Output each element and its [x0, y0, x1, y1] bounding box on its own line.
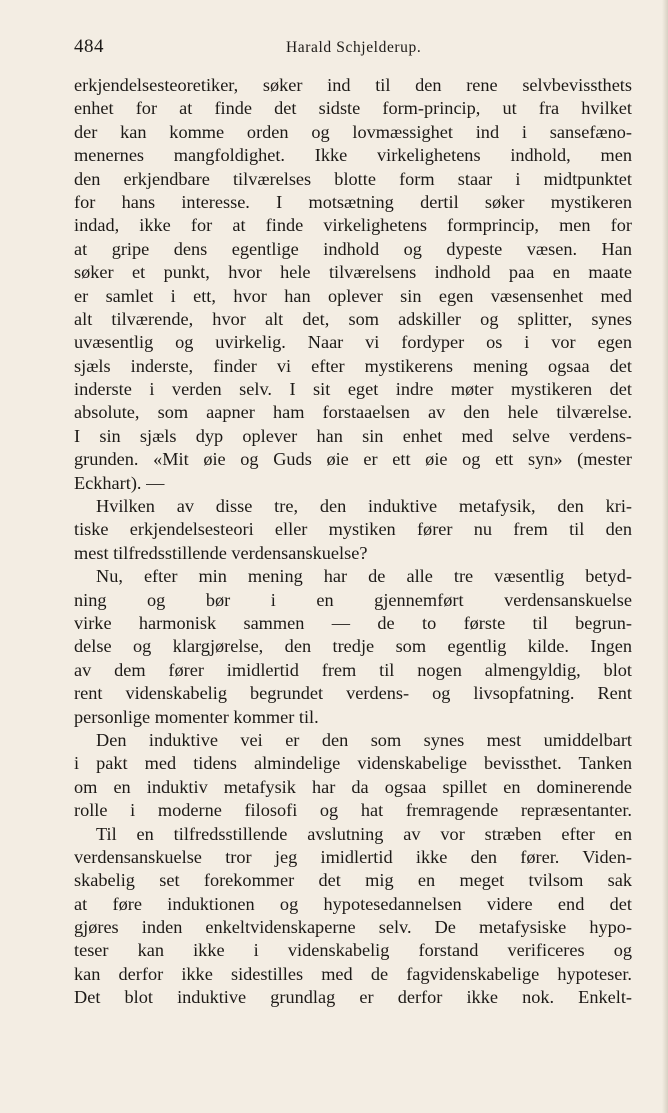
text-line: alt tilværende, hvor alt det, som adskiller og splitter, synes — [74, 308, 632, 329]
text-line: tiske erkjendelsesteori eller mystiken fører nu frem til den — [74, 519, 632, 540]
text-line: er samlet i ett, hvor han oplever sin egen væsensenhet med — [74, 285, 632, 306]
text-line: Det blot induktive grundlag er derfor ikke nok. Enkelt- — [74, 987, 632, 1008]
text-line: skabelig set forekommer det mig en meget tvilsom sak — [74, 870, 632, 891]
text-line: inderste i verden selv. I sit eget indre møter mystikeren det — [74, 379, 632, 400]
text-line: at gripe dens egentlige indhold og dypeste væsen. Han — [74, 238, 632, 259]
text-line: Den induktive vei er den som synes mest umiddelbart — [96, 729, 632, 750]
text-line: menernes mangfoldighet. Ikke virkelighetens indhold, men — [74, 145, 632, 166]
text-line: virke harmonisk sammen — de to første til begrun- — [74, 612, 632, 633]
text-line: rent videnskabelig begrundet verdens- og livsopfatning. Rent — [74, 683, 632, 704]
text-line: verdensanskuelse tror jeg imidlertid ikke den fører. Viden- — [74, 846, 632, 867]
text-line: uvæsentlig og uvirkelig. Naar vi fordyper os i vor egen — [74, 332, 632, 353]
text-line: der kan komme orden og lovmæssighet ind i sansefæno- — [74, 121, 632, 142]
text-line: delse og klargjørelse, den tredje som egentlig kilde. Ingen — [74, 636, 632, 657]
text-line: indad, ikke for at finde virkelighetens formprincip, men for — [74, 215, 632, 236]
text-line: av dem fører imidlertid frem til nogen almengyldig, blot — [74, 659, 632, 680]
text-line: enhet for at finde det sidste form-princip, ut fra hvilket — [74, 98, 632, 119]
text-line: ning og bør i en gjennemført verdensanskuelse — [74, 589, 632, 610]
text-line: den erkjendbare tilværelses blotte form staar i midtpunktet — [74, 168, 632, 189]
text-line: rolle i moderne filosofi og hat fremragende repræsentanter. — [74, 800, 632, 821]
text-line: grunden. «Mit øie og Guds øie er ett øie og ett syn» (mester — [74, 449, 632, 470]
text-line: Til en tilfredsstillende avslutning av vor stræben efter en — [96, 823, 632, 844]
text-line: erkjendelsesteoretiker, søker ind til den rene selvbevissthets — [74, 75, 632, 95]
text-line: mest tilfredsstillende verdensanskuelse? — [74, 542, 368, 563]
text-line: Nu, efter min mening har de alle tre væsentlig betyd- — [96, 566, 632, 587]
text-line: for hans interesse. I motsætning dertil søker mystikeren — [74, 191, 632, 212]
text-line: teser kan ikke i videnskabelig forstand verificeres og — [74, 940, 632, 961]
text-line: søker et punkt, hvor hele tilværelsens indhold paa en maate — [74, 262, 632, 283]
text-line: at føre induktionen og hypotesedannelsen videre end det — [74, 893, 632, 914]
text-line: kan derfor ikke sidestilles med de fagvidenskabelige hypoteser. — [74, 963, 632, 984]
body-text — [74, 74, 632, 1010]
text-line: Eckhart). — — [74, 472, 165, 493]
text-line: om en induktiv metafysik har da ogsaa spillet en dominerende — [74, 776, 632, 797]
text-line: personlige momenter kommer til. — [74, 706, 319, 727]
running-head: Harald Schjelderup. — [286, 39, 422, 56]
text-line: sjæls inderste, finder vi efter mystikerens mening ogsaa det — [74, 355, 632, 376]
page-number: 484 — [74, 36, 104, 57]
text-line: absolute, som aapner ham forstaaelsen av den hele tilværelse. — [74, 402, 632, 423]
text-line: gjøres inden enkeltvidenskaperne selv. De metafysiske hypo- — [74, 917, 632, 938]
page-edge-shadow — [662, 0, 668, 1113]
text-line: i pakt med tidens almindelige videnskabelige bevissthet. Tanken — [74, 753, 632, 774]
text-line: I sin sjæls dyp oplever han sin enhet med selve verdens- — [74, 425, 632, 446]
page-header — [74, 36, 636, 60]
text-line: Hvilken av disse tre, den induktive metafysik, den kri- — [96, 496, 632, 517]
